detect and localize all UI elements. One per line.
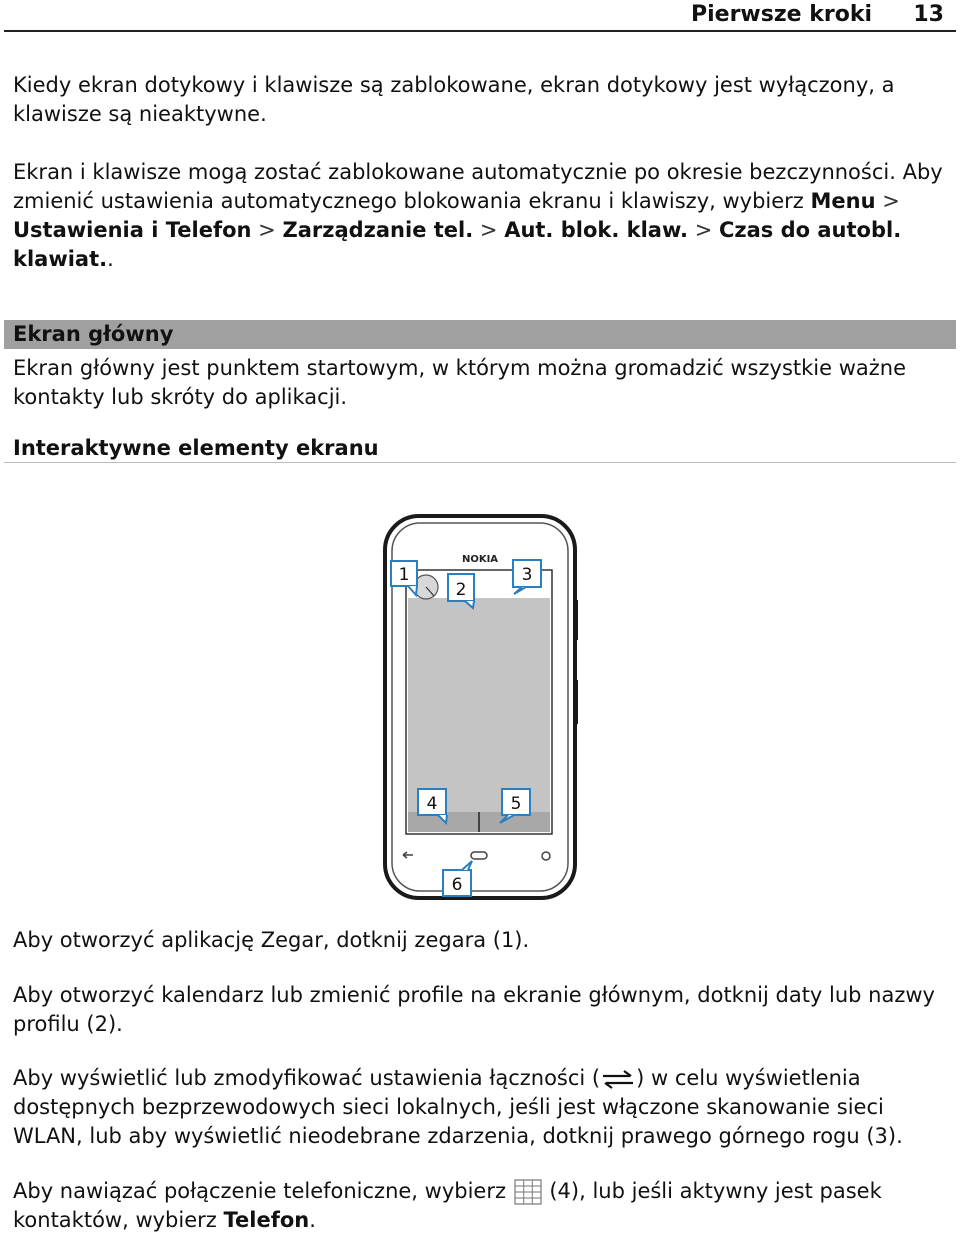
path-separator: > xyxy=(479,218,498,242)
phone-app-label: Telefon xyxy=(223,1208,310,1232)
phone-diagram xyxy=(370,510,590,910)
brand-logo: NOKIA xyxy=(461,554,499,565)
clock-paragraph: Aby otworzyć aplikację Zegar, dotknij zegara (1). xyxy=(13,928,530,952)
path-separator: > xyxy=(258,218,276,242)
callout-label: 5 xyxy=(510,794,522,814)
dial-end: . xyxy=(309,1208,316,1232)
callout-label: 4 xyxy=(426,794,438,814)
callout-label: 3 xyxy=(521,565,533,585)
dial-text-b: (4), lub jeśli aktywny jest pasek kontaktów, wybierz xyxy=(13,1179,882,1232)
dial-text-a: Aby nawiązać połączenie telefoniczne, wybierz xyxy=(13,1179,513,1203)
menu-path-item: Zarządzanie tel. xyxy=(282,218,474,242)
menu-path-item: Aut. blok. klaw. xyxy=(504,218,688,242)
page-header-title: Pierwsze kroki xyxy=(690,2,872,27)
lock-note-paragraph: Kiedy ekran dotykowy i klawisze są zablokowane, ekran dotykowy jest wyłączony, a klawisze są nieaktywne. xyxy=(13,73,895,126)
calendar-paragraph: Aby otworzyć kalendarz lub zmienić profile na ekranie głównym, dotknij daty lub nazwy profilu (2). xyxy=(13,983,935,1036)
path-end: . xyxy=(107,247,114,271)
connectivity-paragraph xyxy=(13,1064,948,1151)
dial-paragraph xyxy=(13,1177,948,1235)
menu-path-item: Czas do autobl. klawiat. xyxy=(13,218,902,271)
connectivity-text-a: Aby wyświetlić lub zmodyfikować ustawienia łączności ( xyxy=(13,1066,601,1090)
section-heading: Ekran główny xyxy=(4,320,956,349)
section-intro: Ekran główny jest punktem startowym, w którym można gromadzić wszystkie ważne kontakty lub skróty do aplikacji. xyxy=(13,356,907,409)
dialer-keypad-icon xyxy=(513,1178,543,1206)
page-number: 13 xyxy=(913,2,944,27)
auto-lock-paragraph xyxy=(13,158,948,274)
callout-label: 6 xyxy=(451,875,463,895)
callout-label: 2 xyxy=(455,580,467,600)
path-separator: > xyxy=(694,218,713,242)
auto-lock-text: Ekran i klawisze mogą zostać zablokowane automatycznie po okresie bezczynności. Aby zmienić ustawienia automatycznego blokowania ekranu i klawiszy, wybierz xyxy=(13,160,943,213)
subheading: Interaktywne elementy ekranu xyxy=(13,436,379,460)
subheading-rule xyxy=(4,462,956,463)
connectivity-text-b: ) w celu wyświetlenia dostępnych bezprzewodowych sieci lokalnych, jeśli jest włączone skanowanie sieci WLAN, lub aby wyświetlić nieodebrane zdarzenia, dotknij prawego górnego rogu (3). xyxy=(13,1066,903,1148)
connectivity-arrows-icon xyxy=(600,1068,636,1090)
header-rule xyxy=(4,30,956,32)
menu-path-item: Ustawienia i Telefon xyxy=(13,218,252,242)
menu-path-item: Menu xyxy=(810,189,876,213)
path-separator: > xyxy=(882,189,900,213)
callout-label: 1 xyxy=(398,565,410,585)
